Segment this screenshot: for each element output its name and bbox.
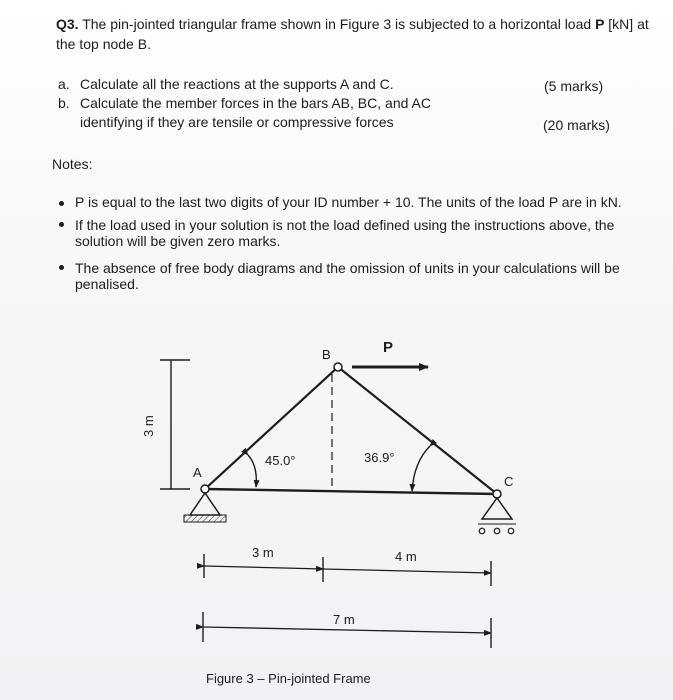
question-line1-end: at bbox=[637, 16, 649, 32]
angle-c-label: 36.9° bbox=[364, 450, 395, 465]
part-a-marks: (5 marks) bbox=[544, 78, 604, 94]
angle-a-arc bbox=[248, 455, 256, 487]
member-ac bbox=[205, 489, 497, 494]
member-ab bbox=[205, 367, 338, 489]
support-c-triangle bbox=[482, 498, 512, 519]
dim-line-left bbox=[204, 566, 323, 569]
load-symbol: P bbox=[595, 16, 605, 32]
question-number: Q3. bbox=[56, 16, 79, 32]
note-2-line1: If the load used in your solution is not the load defined using the instructions above, the bbox=[75, 217, 615, 233]
angle-a-label: 45.0° bbox=[265, 453, 296, 468]
note-2-line2: solution will be given zero marks. bbox=[75, 233, 281, 249]
question-line1: The pin-jointed triangular frame shown in Figure 3 is subjected to a horizontal load bbox=[82, 16, 592, 32]
part-b-text: Calculate the member forces in the bars AB, BC, and AC bbox=[80, 95, 431, 111]
roller-wheel bbox=[479, 528, 485, 534]
member-bc bbox=[338, 367, 497, 494]
node-c-label: C bbox=[504, 474, 514, 489]
notes-heading: Notes: bbox=[52, 156, 93, 172]
figure-caption: Figure 3 – Pin-jointed Frame bbox=[206, 671, 371, 686]
node-b-label: B bbox=[322, 347, 331, 362]
node-a-label: A bbox=[193, 465, 202, 480]
part-a-text: Calculate all the reactions at the supports A and C. bbox=[80, 76, 394, 92]
angle-c-arc bbox=[412, 446, 430, 491]
roller-wheel bbox=[494, 528, 500, 534]
load-p-label: P bbox=[383, 339, 394, 356]
question-line2: the top node B. bbox=[56, 36, 151, 52]
dim-line-right bbox=[323, 569, 491, 573]
dim-left-label: 3 m bbox=[252, 545, 274, 560]
dim-right-label: 4 m bbox=[395, 549, 417, 564]
height-label: 3 m bbox=[141, 415, 156, 437]
note-1-line1: P is equal to the last two digits of your ID number + 10. The units of the load P are in kN. bbox=[75, 194, 622, 210]
part-b-text-line2: identifying if they are tensile or compressive forces bbox=[80, 114, 394, 130]
note-3-line2: penalised. bbox=[75, 276, 139, 292]
roller-wheel bbox=[508, 528, 514, 534]
load-unit: [kN] bbox=[608, 16, 634, 32]
support-a-triangle bbox=[190, 493, 220, 515]
node-b-pin bbox=[334, 363, 342, 371]
support-a-ground bbox=[184, 515, 226, 522]
part-b-marks: (20 marks) bbox=[543, 117, 610, 133]
part-b-label: b. bbox=[58, 95, 70, 111]
part-a-label: a. bbox=[58, 76, 70, 92]
dim-total-label: 7 m bbox=[333, 612, 355, 627]
dim-total-line bbox=[203, 627, 491, 633]
note-3-line1: The absence of free body diagrams and the omission of units in your calculations will be bbox=[75, 260, 620, 276]
